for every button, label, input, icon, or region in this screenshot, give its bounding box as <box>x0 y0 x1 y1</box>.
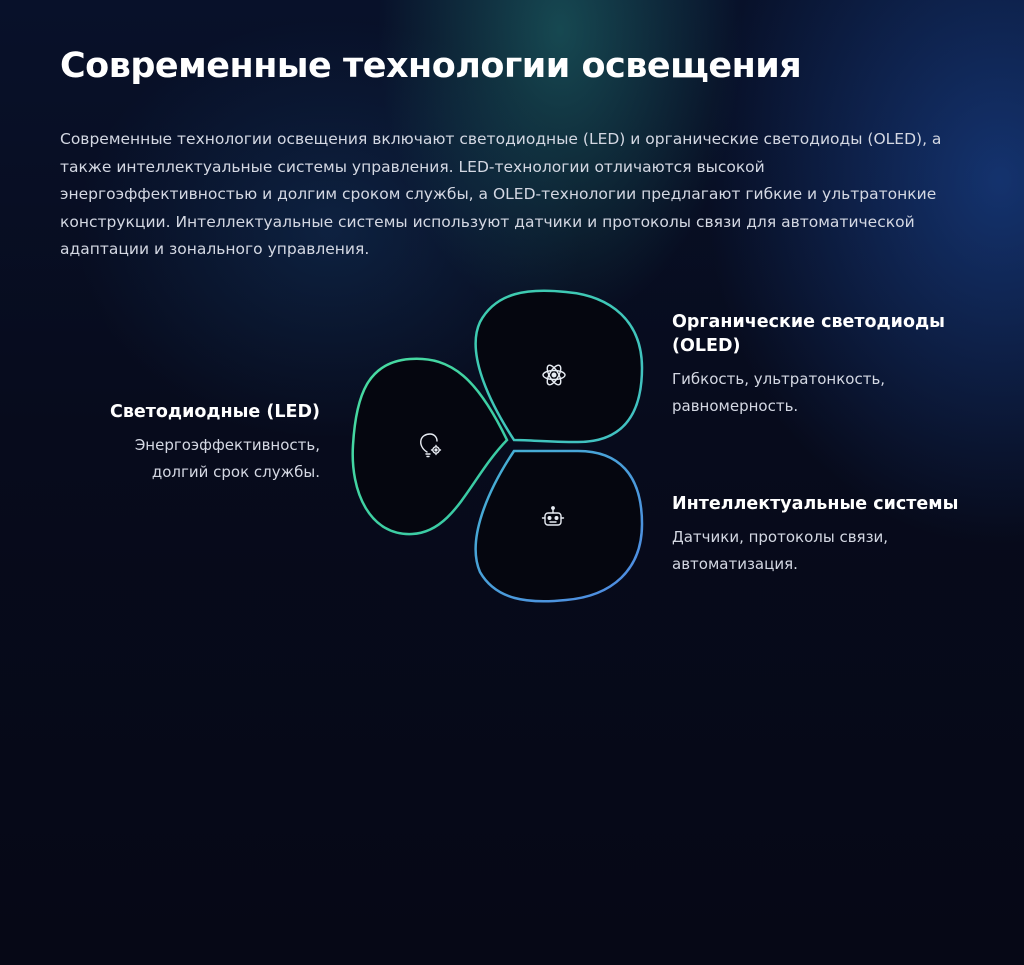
label-led-title: Светодиодные (LED) <box>109 402 320 422</box>
page-title: Современные технологии освещения <box>60 46 802 86</box>
petal-smart <box>476 451 642 601</box>
intro-paragraph: Современные технологии освещения включают светодиодные (LED) и органические светодиоды (OLED), а также интеллектуальные системы управления. LED-технологии отличаются высокой энергоэффективностью и долгим сроком службы, а OLED-технологии предлагают гибкие и ультратонкие конструкции. Интеллектуальные системы используют датчики и протоколы связи для автоматической адаптации и зонального управления. <box>60 130 942 258</box>
label-smart <box>672 492 972 578</box>
label-oled <box>672 310 952 420</box>
label-smart-title: Интеллектуальные системы <box>672 494 959 514</box>
label-smart-description: Датчики, протоколы связи, автоматизация. <box>672 528 889 573</box>
label-oled-title: Органические светодиоды (OLED) <box>672 312 945 356</box>
label-led <box>90 400 320 486</box>
label-oled-description: Гибкость, ультратонкость, равномерность. <box>672 370 886 415</box>
petal-oled <box>476 291 642 442</box>
label-led-description: Энергоэффективность, долгий срок службы. <box>134 436 320 481</box>
